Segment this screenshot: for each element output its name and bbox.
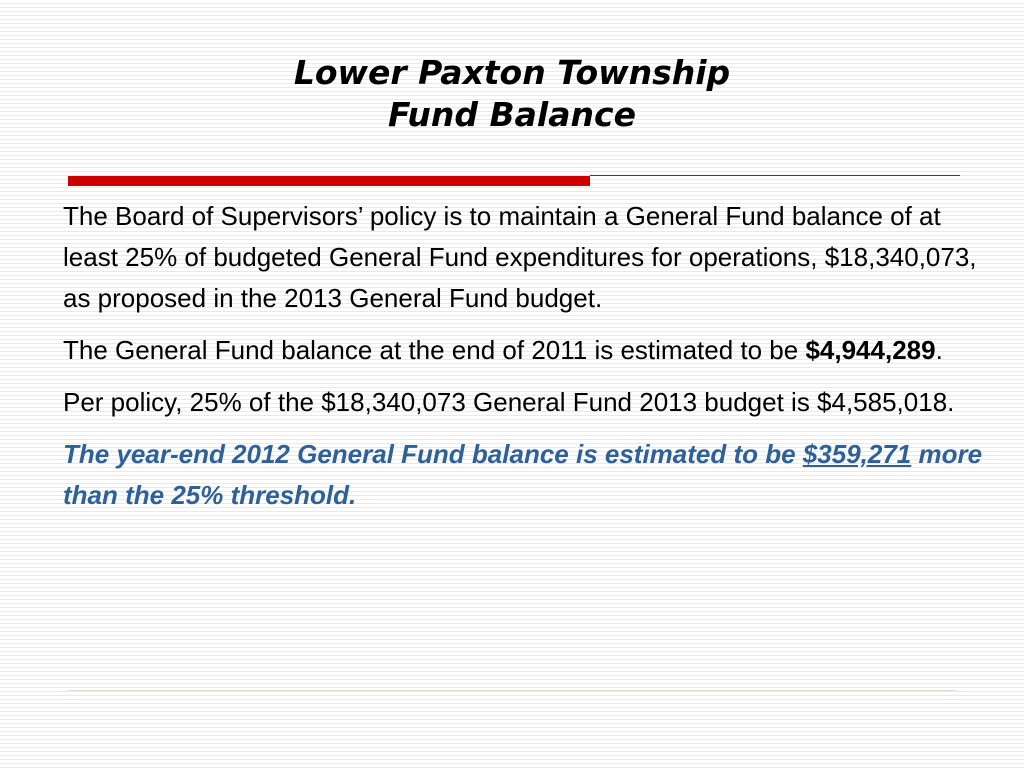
slide-body xyxy=(63,196,993,527)
title-underline-thin xyxy=(590,175,960,176)
slide-title-line-1: Lower Paxton Township xyxy=(293,53,731,92)
policy-threshold-paragraph: Per policy, 25% of the $18,340,073 General Fund 2013 budget is $4,585,018. xyxy=(63,387,955,417)
balance-2011-suffix: . xyxy=(935,335,943,365)
title-underline-thick xyxy=(68,176,590,186)
balance-2011-text: The General Fund balance at the end of 2011 is estimated to be xyxy=(63,335,806,365)
surplus-2012-suffix: more than the 25% threshold. xyxy=(63,439,983,510)
balance-2011-paragraph xyxy=(63,330,993,371)
slide-title-line-2: Fund Balance xyxy=(388,95,636,134)
bottom-divider xyxy=(68,690,956,691)
surplus-2012-paragraph xyxy=(63,434,993,516)
slide-title xyxy=(0,52,1024,136)
surplus-2012-amount: $359,271 xyxy=(802,439,912,469)
balance-2011-amount: $4,944,289 xyxy=(805,335,936,365)
policy-paragraph: The Board of Supervisors’ policy is to maintain a General Fund balance of at least 25% of budgeted General Fund expenditures for operations, $18,340,073, as proposed in the 2013 General Fund budget. xyxy=(63,201,977,313)
surplus-2012-text: The year-end 2012 General Fund balance is estimated to be xyxy=(63,439,803,469)
